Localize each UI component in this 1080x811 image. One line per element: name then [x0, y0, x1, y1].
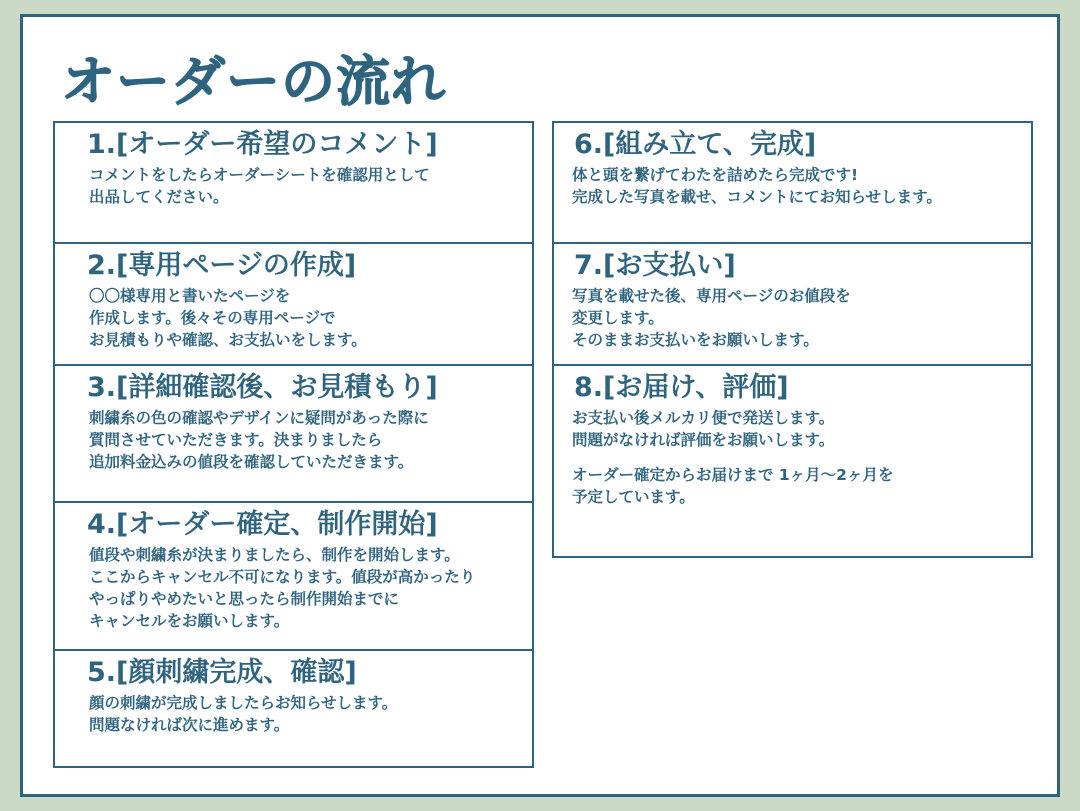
step-4-heading: 4.[オーダー確定、制作開始] [87, 509, 438, 540]
step-8-spacer [572, 451, 1021, 464]
step-5-heading: 5.[顔刺繍完成、確認] [87, 657, 357, 688]
step-7-line-3: そのままお支払いをお願いします。 [572, 331, 819, 350]
step-card-5 [53, 649, 534, 768]
step-8-line-2: 問題がなければ評価をお願いします。 [572, 431, 835, 450]
step-card-7 [552, 242, 1033, 366]
step-1-line-1: コメントをしたらオーダーシートを確認用として [89, 166, 430, 185]
step-3-line-2: 質問させていただきます。決まりましたら [89, 431, 383, 450]
step-5-body [65, 692, 522, 736]
step-4-line-3: やっぱりやめたいと思ったら制作開始までに [89, 590, 400, 609]
step-2-line-2: 作成します。後々その専用ページで [89, 309, 336, 328]
step-5-line-2: 問題なければ次に進めます。 [89, 716, 290, 735]
step-4-line-1: 値段や刺繍糸が決まりましたら、制作を開始します。 [89, 546, 460, 565]
step-3-heading: 3.[詳細確認後、お見積もり] [87, 372, 438, 403]
step-3-line-1: 刺繍糸の色の確認やデザインに疑問があった際に [89, 409, 429, 428]
step-card-2 [53, 242, 534, 366]
step-6-line-2: 完成した写真を載せ、コメントにてお知らせします。 [572, 188, 942, 207]
right-column [552, 121, 1033, 768]
step-2-body [65, 285, 522, 351]
step-3-body [65, 407, 522, 473]
step-7-line-1: 写真を載せた後、専用ページのお値段を [572, 287, 851, 306]
step-1-line-2: 出品してください。 [89, 188, 229, 207]
step-6-body [564, 164, 1021, 208]
step-card-6 [552, 121, 1033, 244]
step-8-line-5: 予定しています。 [572, 488, 695, 507]
step-4-line-4: キャンセルをお願いします。 [89, 612, 290, 631]
step-2-line-3: お見積もりや確認、お支払いをします。 [89, 331, 367, 350]
step-4-line-2: ここからキャンセル不可になります。値段が高かったり [89, 568, 476, 587]
left-column [53, 121, 534, 768]
step-7-heading: 7.[お支払い] [574, 250, 736, 281]
step-6-line-1: 体と頭を繋げてわたを詰めたら完成です! [572, 166, 859, 185]
step-8-heading: 8.[お届け、評価] [574, 372, 789, 403]
step-card-3 [53, 364, 534, 503]
step-8-line-1: お支払い後メルカリ便で発送します。 [572, 409, 835, 428]
flyer-page [20, 14, 1060, 797]
step-6-heading: 6.[組み立て、完成] [574, 129, 817, 160]
step-8-line-4: オーダー確定からお届けまで 1ヶ月〜2ヶ月を [572, 466, 894, 485]
step-5-line-1: 顔の刺繍が完成しましたらお知らせします。 [89, 694, 398, 713]
step-2-heading: 2.[専用ページの作成] [87, 250, 357, 281]
step-card-8 [552, 364, 1033, 558]
step-card-4 [53, 501, 534, 651]
step-8-body [564, 407, 1021, 508]
step-7-body [564, 285, 1021, 351]
step-1-body [65, 164, 522, 208]
step-7-line-2: 変更します。 [572, 309, 664, 328]
steps-columns [53, 121, 1033, 768]
step-4-body [65, 544, 522, 632]
step-2-line-1: 〇〇様専用と書いたページを [89, 287, 291, 306]
step-3-line-3: 追加料金込みの値段を確認していただきます。 [89, 453, 414, 472]
step-1-heading: 1.[オーダー希望のコメント] [87, 129, 438, 160]
step-card-1 [53, 121, 534, 244]
page-title: オーダーの流れ [61, 50, 446, 113]
